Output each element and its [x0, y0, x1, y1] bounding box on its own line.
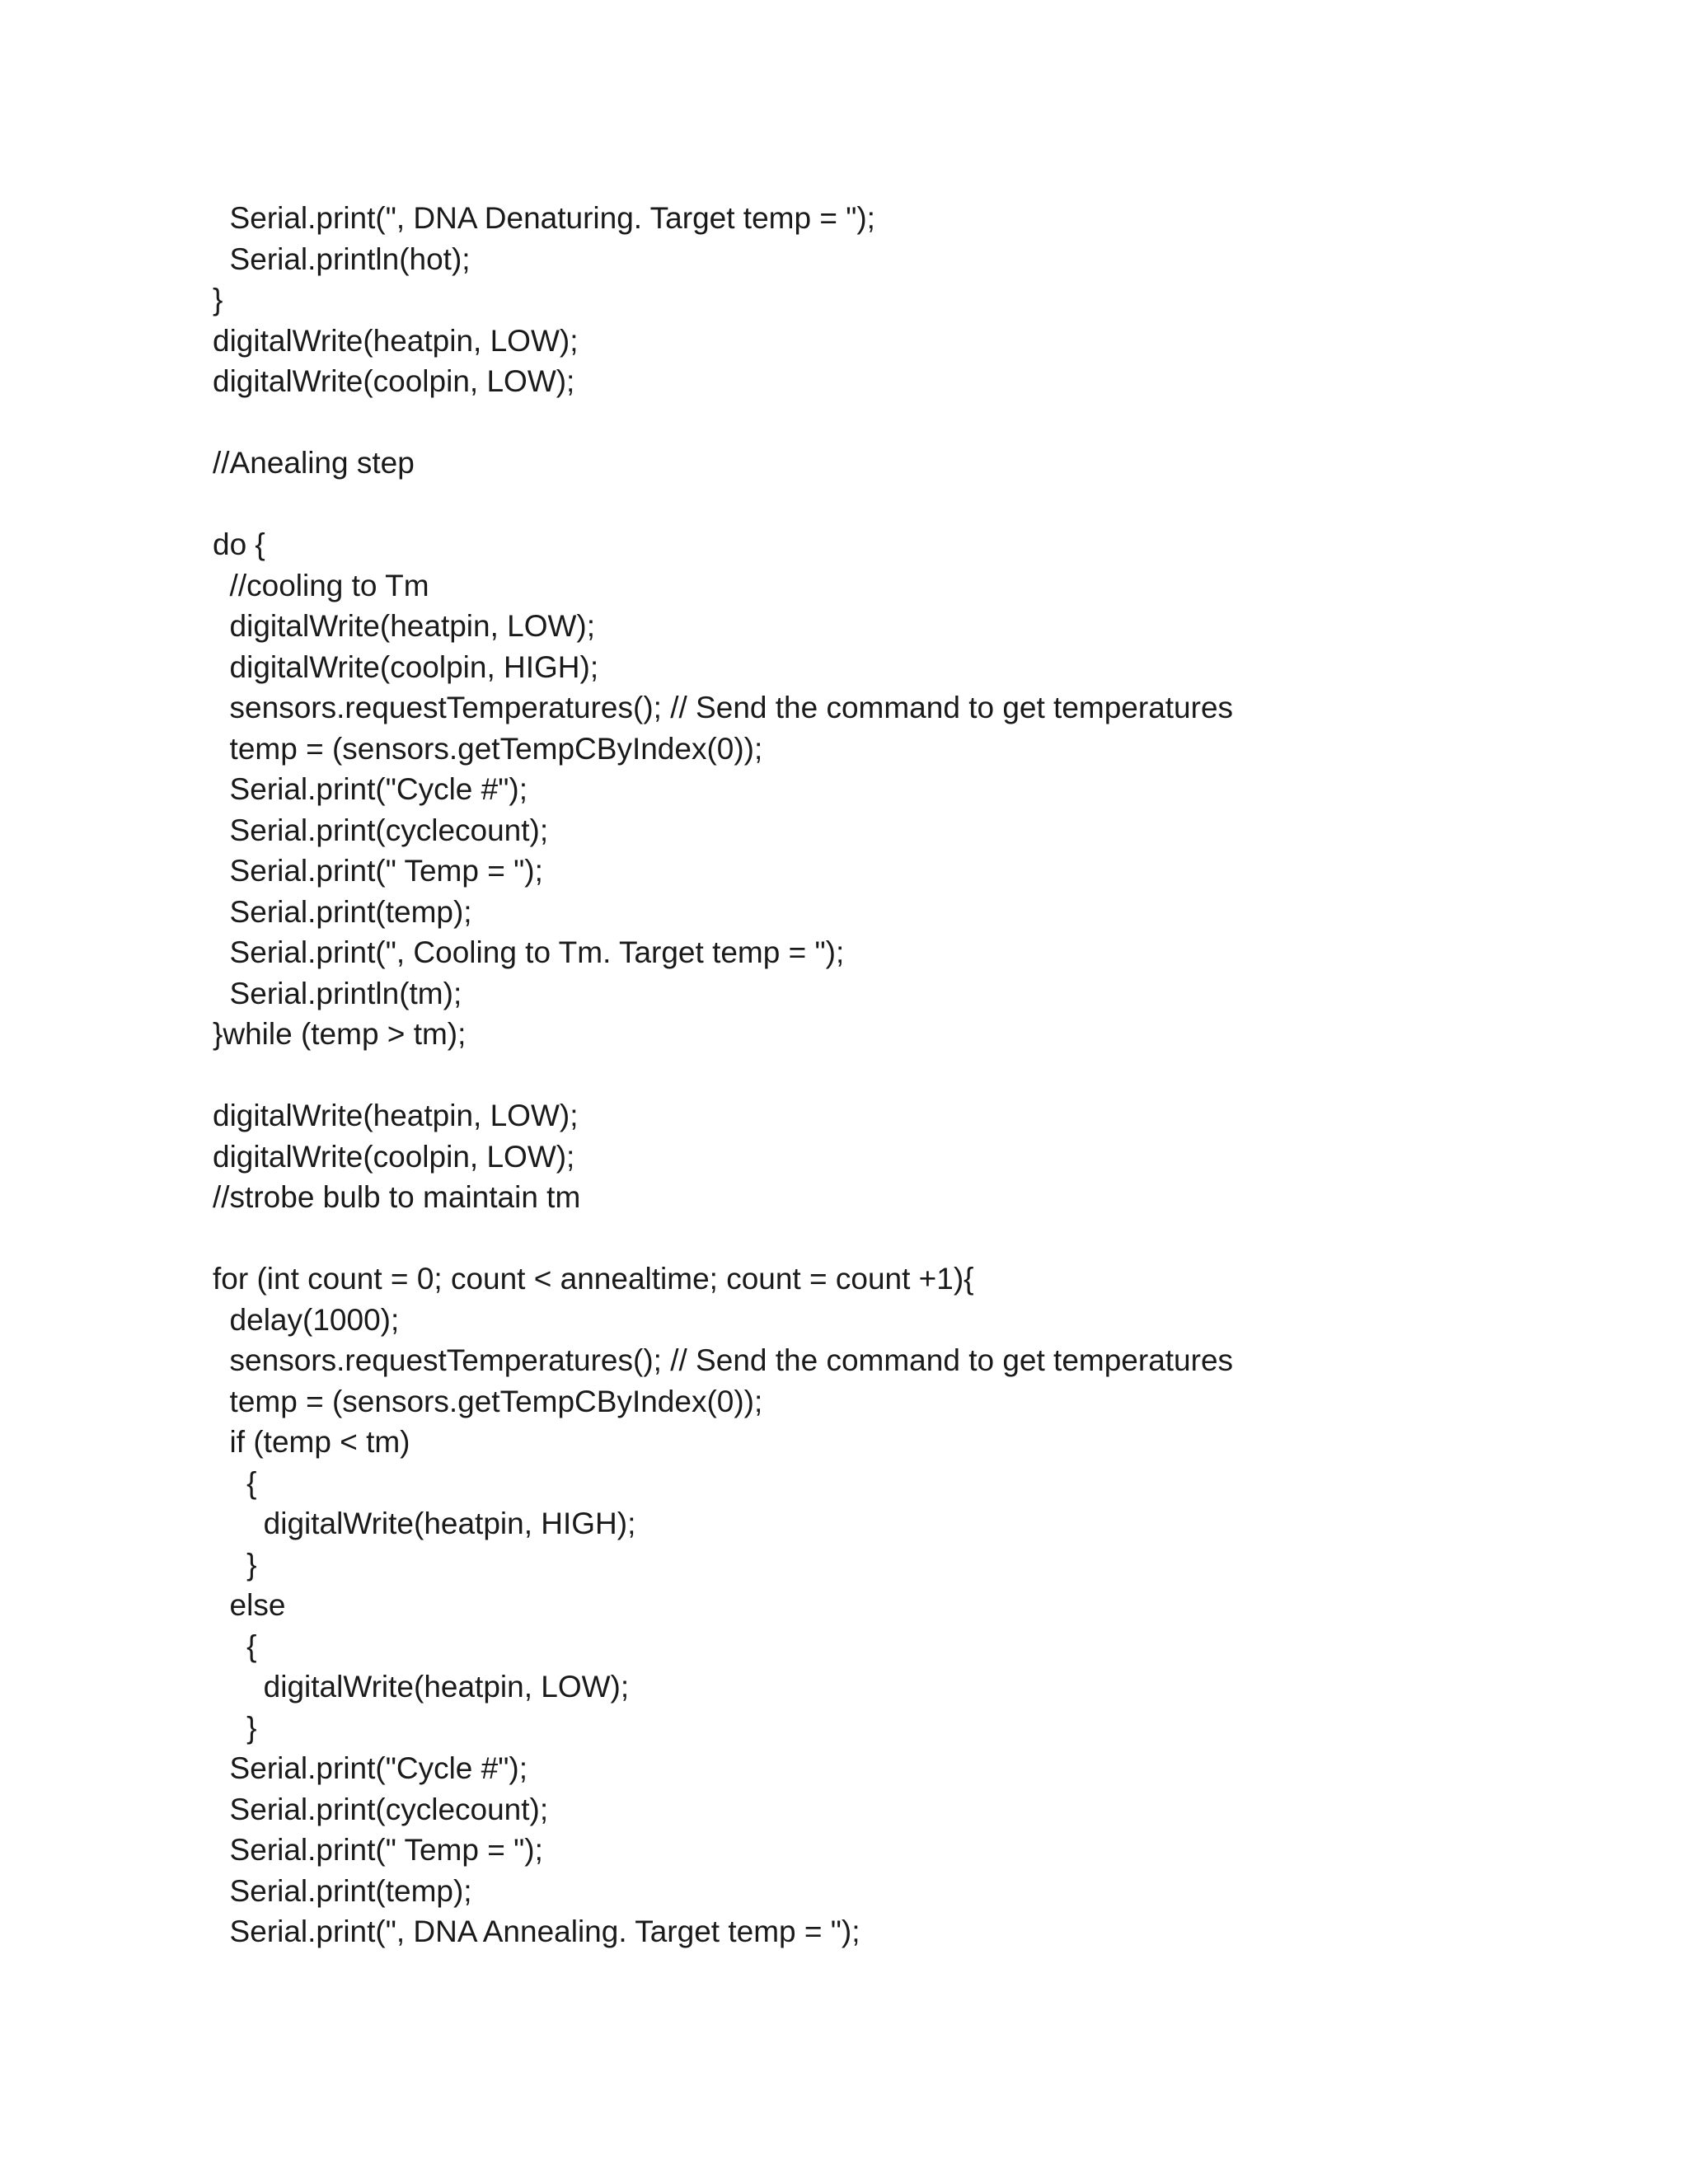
code-line: //Anealing step	[213, 446, 415, 480]
code-line: {	[213, 1465, 257, 1500]
code-line: digitalWrite(coolpin, HIGH);	[213, 649, 599, 684]
code-line: Serial.print(cyclecount);	[213, 813, 549, 847]
code-line: Serial.print(" Temp = ");	[213, 854, 543, 888]
code-line: }while (temp > tm);	[213, 1017, 467, 1051]
code-line: Serial.print(", Cooling to Tm. Target temp = ");	[213, 935, 845, 969]
code-line: Serial.print(cyclecount);	[213, 1792, 549, 1826]
code-line: else	[213, 1588, 286, 1622]
code-line: for (int count = 0; count < annealtime; count = count +1){	[213, 1262, 974, 1296]
code-line: do {	[213, 527, 265, 561]
code-line: Serial.println(tm);	[213, 976, 462, 1010]
code-line: Serial.print(", DNA Annealing. Target temp = ");	[213, 1915, 860, 1948]
code-line: }	[213, 283, 223, 316]
code-line: Serial.print(", DNA Denaturing. Target temp = ");	[213, 201, 875, 235]
code-line: Serial.print("Cycle #");	[213, 772, 528, 806]
code-line: Serial.print("Cycle #");	[213, 1751, 528, 1785]
code-line: digitalWrite(heatpin, LOW);	[213, 1099, 579, 1132]
code-line: Serial.print(" Temp = ");	[213, 1833, 543, 1867]
code-line: Serial.println(hot);	[213, 241, 471, 276]
code-line: //strobe bulb to maintain tm	[213, 1180, 581, 1214]
code-line: //cooling to Tm	[213, 568, 429, 602]
code-line: Serial.print(temp);	[213, 1873, 472, 1908]
code-line	[213, 1055, 1531, 1096]
code-line: digitalWrite(heatpin, LOW);	[213, 609, 596, 643]
code-line: sensors.requestTemperatures(); // Send the command to get temperatures	[213, 1343, 1234, 1377]
code-line: {	[213, 1629, 257, 1663]
code-line: delay(1000);	[213, 1302, 400, 1337]
code-line: digitalWrite(heatpin, HIGH);	[213, 1507, 636, 1540]
code-line: temp = (sensors.getTempCByIndex(0));	[213, 1384, 763, 1418]
code-line: }	[213, 1547, 257, 1582]
code-line: sensors.requestTemperatures(); // Send the command to get temperatures	[213, 691, 1234, 724]
code-line: digitalWrite(coolpin, LOW);	[213, 1139, 575, 1174]
code-line: digitalWrite(coolpin, LOW);	[213, 364, 575, 398]
code-line: }	[213, 1710, 257, 1745]
code-line	[213, 1218, 1531, 1259]
code-line: temp = (sensors.getTempCByIndex(0));	[213, 731, 763, 766]
code-line: if (temp < tm)	[213, 1425, 410, 1459]
code-listing	[213, 198, 1531, 1952]
code-line	[213, 402, 1531, 443]
code-line: Serial.print(temp);	[213, 894, 472, 929]
code-line	[213, 484, 1531, 525]
code-line: digitalWrite(heatpin, LOW);	[213, 323, 579, 358]
code-line: digitalWrite(heatpin, LOW);	[213, 1670, 630, 1704]
